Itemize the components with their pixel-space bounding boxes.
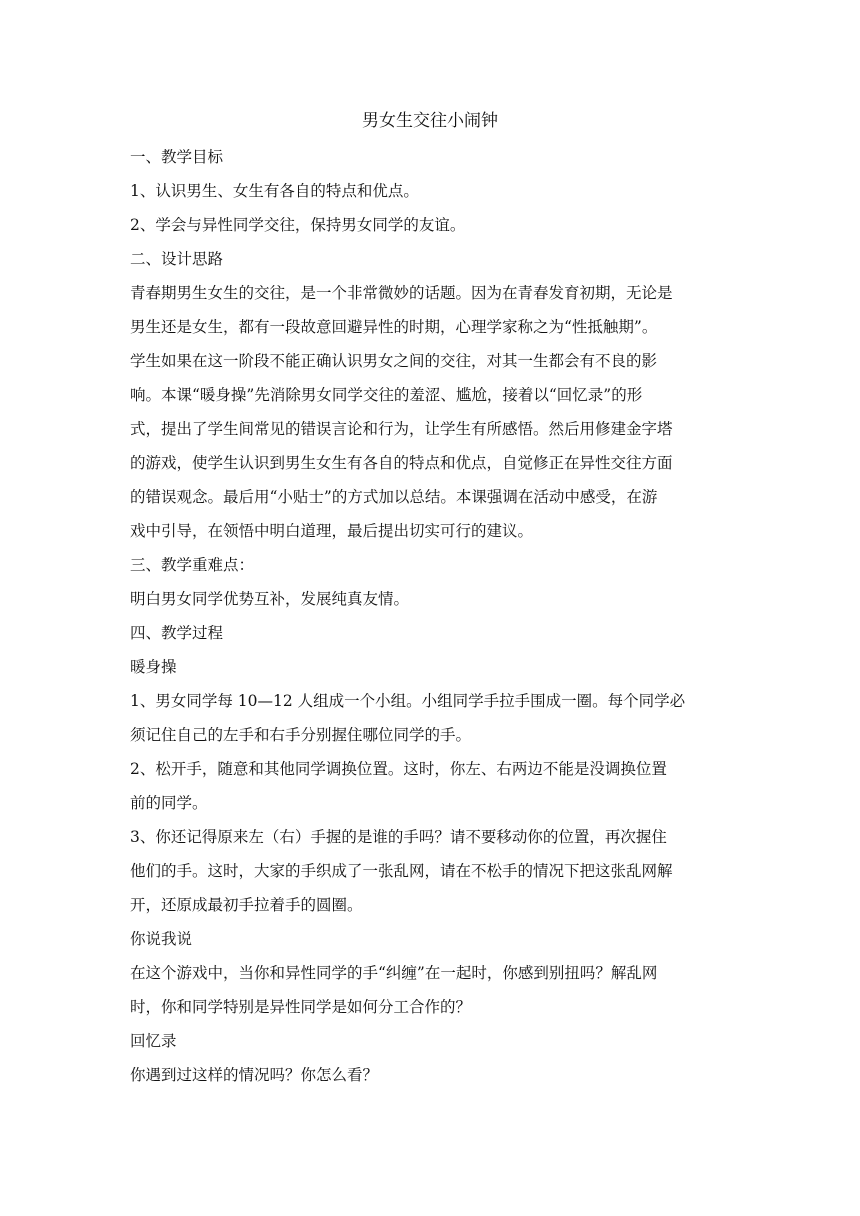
talk-line: 时，你和同学特别是异性同学是如何分工合作的？: [130, 998, 472, 1016]
design-paragraph: [130, 276, 730, 548]
design-line: 的错误观念。最后用“小贴士”的方式加以总结。本课强调在活动中感受，在游: [130, 488, 658, 506]
goal-item-1: 1、认识男生、女生有各自的特点和优点。: [130, 182, 419, 200]
document-page: [130, 108, 730, 1092]
section-heading-process: 四、教学过程: [130, 624, 224, 642]
talk-line: 在这个游戏中，当你和异性同学的手“纠缠”在一起时，你感到别扭吗？解乱网: [130, 964, 658, 982]
design-line: 男生还是女生，都有一段故意回避异性的时期，心理学家称之为“性抵触期”。: [130, 318, 658, 336]
subheading-memory: 回忆录: [130, 1032, 177, 1050]
design-line: 的游戏，使学生认识到男生女生有各自的特点和优点，自觉修正在异性交往方面: [130, 454, 673, 472]
goal-item-2: 2、学会与异性同学交往，保持男女同学的友谊。: [130, 216, 466, 234]
step-line: 他们的手。这时，大家的手织成了一张乱网，请在不松手的情况下把这张乱网解: [130, 862, 673, 880]
key-point-text: 明白男女同学优势互补，发展纯真友情。: [130, 590, 410, 608]
design-line: 青春期男生女生的交往，是一个非常微妙的话题。因为在青春发育初期，无论是: [130, 284, 673, 302]
section-heading-design: 二、设计思路: [130, 250, 224, 268]
design-line: 响。本课“暖身操”先消除男女同学交往的羞涩、尴尬，接着以“回忆录”的形: [130, 386, 643, 404]
design-line: 式，提出了学生间常见的错误言论和行为，让学生有所感悟。然后用修建金字塔: [130, 420, 673, 438]
step-line: 2、松开手，随意和其他同学调换位置。这时，你左、右两边不能是没调换位置: [130, 760, 667, 778]
design-line: 学生如果在这一阶段不能正确认识男女之间的交往，对其一生都会有不良的影: [130, 352, 658, 370]
step-line: 开，还原成最初手拉着手的圆圈。: [130, 896, 363, 914]
step-line: 3、你还记得原来左（右）手握的是谁的手吗？请不要移动你的位置，再次握住: [130, 828, 667, 846]
step-1-paragraph: [130, 684, 730, 752]
subheading-talk: 你说我说: [130, 930, 193, 948]
subheading-warmup: 暖身操: [130, 658, 177, 676]
step-line: 前的同学。: [130, 794, 208, 812]
section-heading-goals: 一、教学目标: [130, 148, 224, 166]
design-line: 戏中引导，在领悟中明白道理，最后提出切实可行的建议。: [130, 522, 534, 540]
step-2-paragraph: [130, 752, 730, 820]
step-line: 须记住自己的左手和右手分别握住哪位同学的手。: [130, 726, 472, 744]
talk-paragraph: [130, 956, 730, 1024]
step-3-paragraph: [130, 820, 730, 922]
section-heading-key-points: 三、教学重难点：: [130, 556, 255, 574]
memory-question: 你遇到过这样的情况吗？你怎么看？: [130, 1066, 379, 1084]
document-title: 男女生交往小闹钟: [362, 111, 498, 131]
step-line: 1、男女同学每 10—12 人组成一个小组。小组同学手拉手围成一圈。每个同学必: [130, 692, 686, 710]
